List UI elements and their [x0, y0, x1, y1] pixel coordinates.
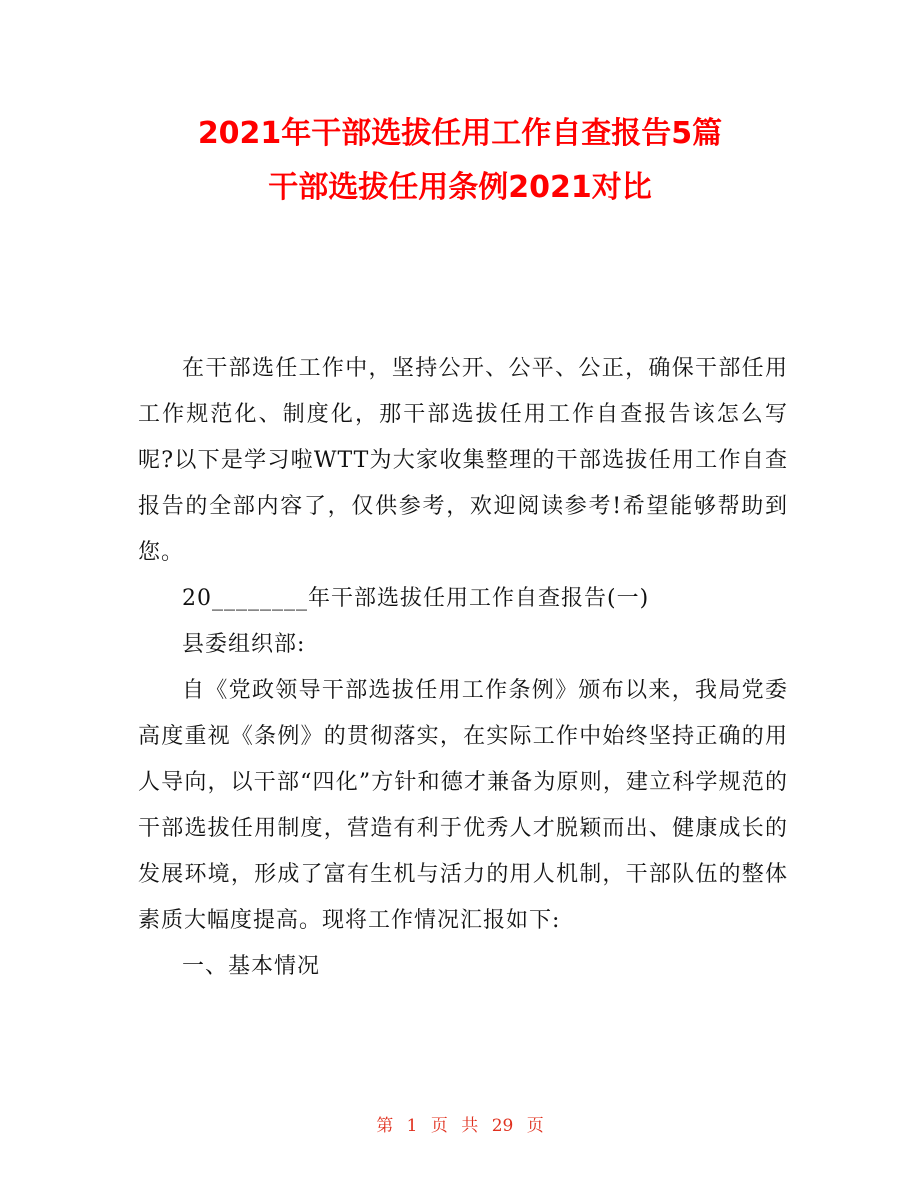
footer-label-ye: 页	[430, 1116, 448, 1136]
salutation: 县委组织部:	[182, 632, 306, 657]
intro-paragraph: 在干部选任工作中，坚持公开、公平、公正，确保干部任用工作规范化、制度化，那干部选拔任用工作自查报告该怎么写呢?以下是学习啦WTT为大家收集整理的干部选拔任用工作自查报告的全部内容了，仅供参考，欢迎阅读参考!希望能够帮助到您。	[138, 356, 788, 565]
document-title-line-2: 干部选拔任用条例2021对比	[268, 170, 652, 205]
footer-label-di: 第	[376, 1116, 394, 1136]
footer-label-ye-total: 页	[526, 1116, 544, 1136]
document-body	[138, 346, 788, 990]
footer-page-total: 29	[491, 1116, 514, 1136]
report-heading: 20________年干部选拔任用工作自查报告(一)	[182, 586, 650, 611]
footer-label-gong: 共	[461, 1116, 479, 1136]
footer-page-current: 1	[406, 1116, 418, 1136]
section-heading: 一、基本情况	[182, 954, 321, 979]
main-paragraph: 自《党政领导干部选拔任用工作条例》颁布以来，我局党委高度重视《条例》的贯彻落实，在实际工作中始终坚持正确的用人导向，以干部“四化”方针和德才兼备为原则，建立科学规范的干部选拔任用制度，营造有利于优秀人才脱颖而出、健康成长的发展环境，形成了富有生机与活力的用人机制，干部队伍的整体素质大幅度提高。现将工作情况汇报如下:	[138, 678, 788, 933]
page-footer	[0, 1114, 920, 1138]
document-title-line-1: 2021年干部选拔任用工作自查报告5篇	[197, 116, 723, 151]
